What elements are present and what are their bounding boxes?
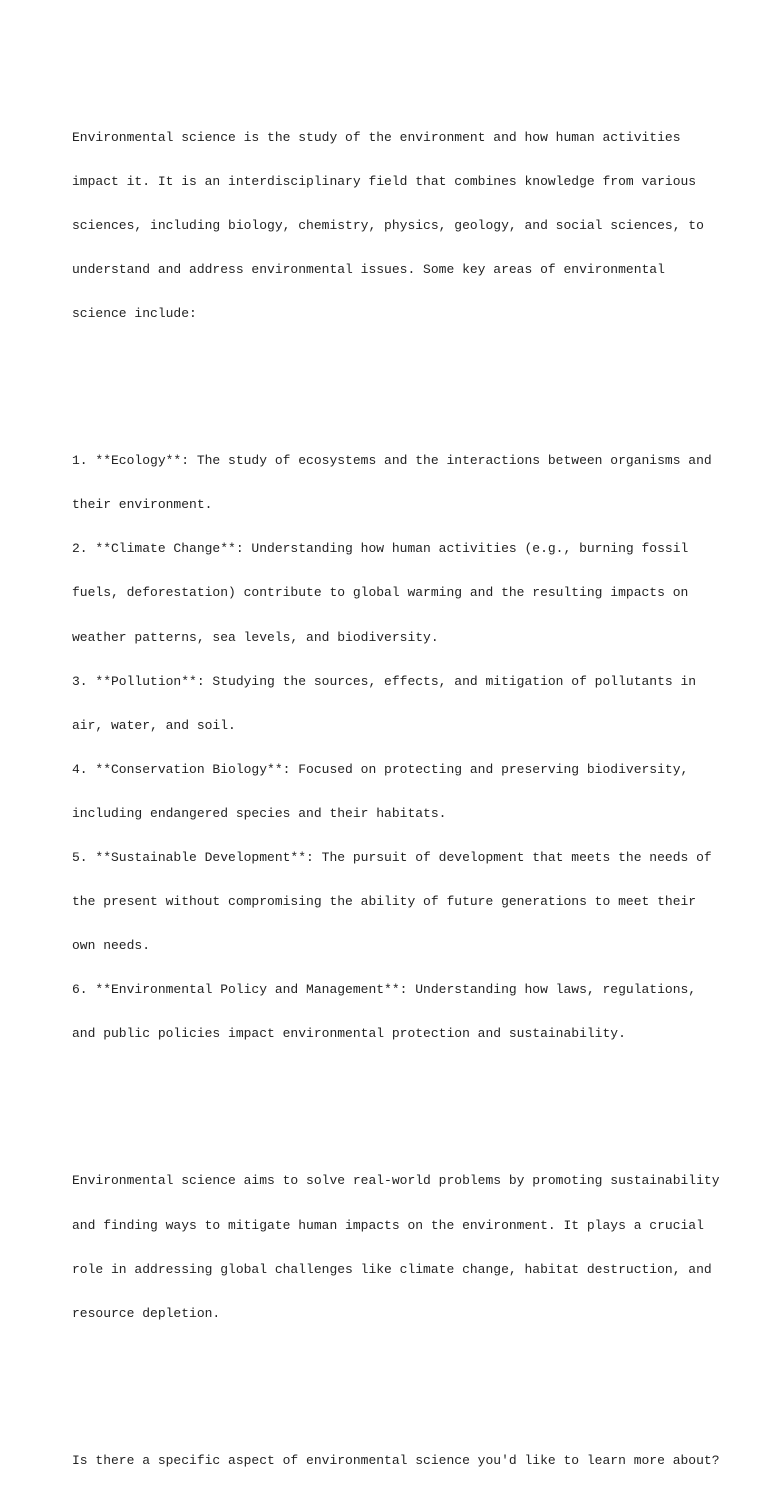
paragraph-spacer: [72, 1101, 712, 1116]
list-item-conservation-line: including endangered species and their habitats.: [72, 805, 447, 821]
intro-line: impact it. It is an interdisciplinary field that combines knowledge from various: [72, 173, 697, 189]
intro-line: understand and address environmental issues. Some key areas of environmental: [72, 262, 665, 278]
intro-line: science include:: [72, 306, 197, 322]
list-item-sustainable-line: own needs.: [72, 938, 151, 954]
list-item-climate-line: weather patterns, sea levels, and biodiversity.: [72, 629, 439, 645]
conclusion-line: resource depletion.: [72, 1305, 221, 1321]
list-item-conservation-line: 4. **Conservation Biology**: Focused on protecting and preserving biodiversity,: [72, 761, 689, 777]
list-item-policy-line: and public policies impact environmental protection and sustainability.: [72, 1026, 626, 1042]
list-item-pollution-line: air, water, and soil.: [72, 717, 236, 733]
follow-up-question: [72, 1424, 720, 1498]
list-item-sustainable-line: the present without compromising the ability of future generations to meet their: [72, 894, 697, 910]
conclusion-line: Environmental science aims to solve real-world problems by promoting sustainability: [72, 1173, 720, 1189]
list-item-climate-line: 2. **Climate Change**: Understanding how human activities (e.g., burning fossil: [72, 541, 689, 557]
list-item-sustainable-line: 5. **Sustainable Development**: The pursuit of development that meets the needs of: [72, 850, 712, 866]
conclusion-line: role in addressing global challenges like climate change, habitat destruction, and: [72, 1261, 712, 1277]
paragraph-spacer: [72, 1380, 712, 1395]
paragraph-spacer: [72, 381, 712, 396]
document-body: [72, 72, 720, 1512]
conclusion-line: and finding ways to mitigate human impacts on the environment. It plays a crucial: [72, 1217, 704, 1233]
list-item-climate-line: fuels, deforestation) contribute to global warming and the resulting impacts on: [72, 585, 689, 601]
list-item-ecology-line: 1. **Ecology**: The study of ecosystems and the interactions between organisms and: [72, 453, 712, 469]
intro-paragraph: [72, 101, 712, 351]
list-item-policy-line: 6. **Environmental Policy and Management**: Understanding how laws, regulations,: [72, 982, 697, 998]
list-item-pollution-line: 3. **Pollution**: Studying the sources, effects, and mitigation of pollutants in: [72, 673, 697, 689]
intro-line: Environmental science is the study of the environment and how human activities: [72, 129, 681, 145]
question-line: Is there a specific aspect of environmental science you'd like to learn more about?: [72, 1452, 720, 1468]
intro-line: sciences, including biology, chemistry, physics, geology, and social sciences, to: [72, 218, 704, 233]
conclusion-paragraph: [72, 1145, 720, 1351]
list-item-ecology-line: their environment.: [72, 497, 213, 513]
key-areas-list: [72, 425, 712, 1072]
